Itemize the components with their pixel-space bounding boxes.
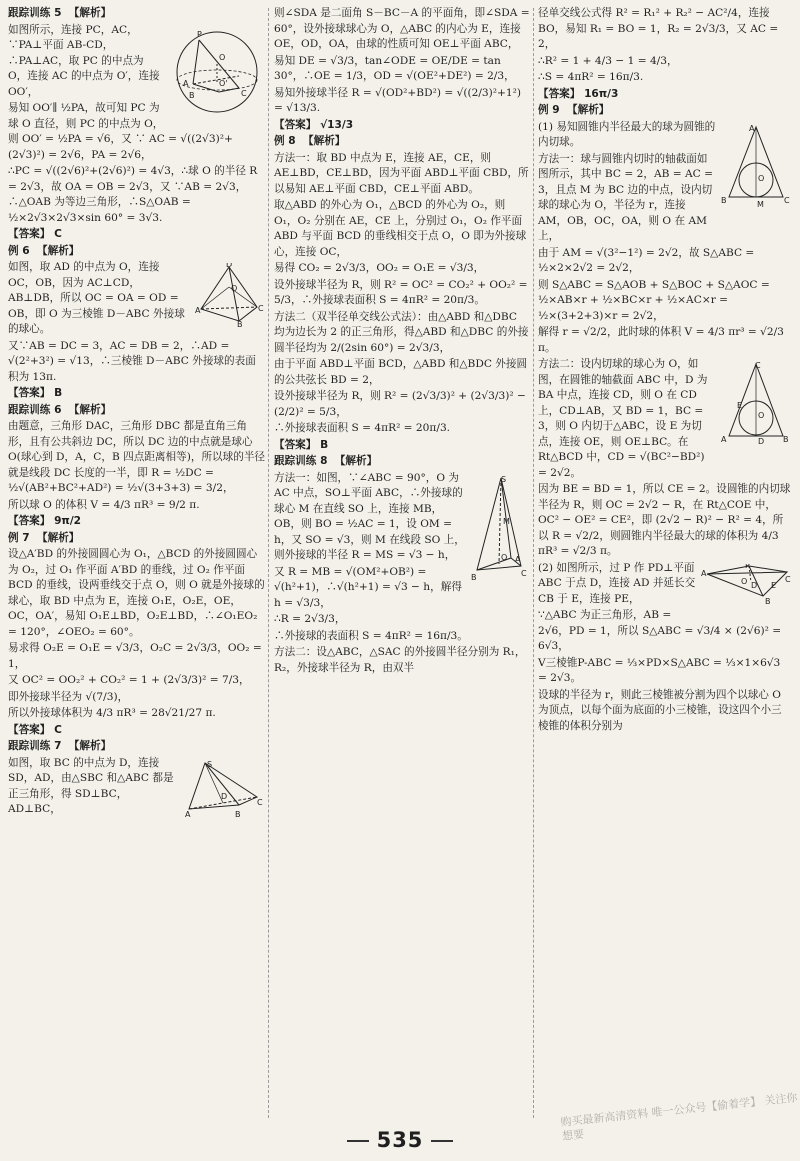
figure-label: B xyxy=(189,90,195,100)
solution-text: 由题意，三角形 DAC，三角形 DBC 都是直角三角形，且有公共斜边 DC，所以 DC 边的中点就是球心 O(球心到 D，A，C，B 四点距离相等)，所以球的半径就是线段 DC 长度的一半，即 R = ½DC = ½√(AB²+BC²+AD²) = ½√(3+3+3) = 3/2， xyxy=(8,420,266,494)
solution-text: ∴R = 2√3/3， xyxy=(274,613,346,625)
figure-label: C xyxy=(521,568,527,578)
solution-text: V三棱锥P-ABC = ⅓×PD×S△ABC = ⅓×1×6√3 = 2√3。 xyxy=(538,656,784,684)
solution-text: 又 R = MB = √(OM²+OB²) = √(h²+1)，∴√(h²+1) = √3 − h，解得 h = √3/3， xyxy=(274,565,466,609)
answer-line: 【答案】 C xyxy=(8,723,62,736)
solution-text: 方法二：设△ABC，△SAC 的外接圆半径分别为 R₁，R₂，外接球半径为 R，由双半 xyxy=(274,646,526,674)
figure-label: B xyxy=(783,435,789,444)
solution-text: 易知 OO′∥ ½PA，故可知 PC 为球 O 直径，则 PC 的中点为 O，则 OO′ = ½PA = √6，又 ∵ AC = √((2√3)²+(2√3)²) = 2√6，PA = 2√6， xyxy=(8,102,233,161)
figure-tetra6 xyxy=(194,262,266,334)
solution-text: 径单交线公式得 R² = R₁² + R₂² − AC²/4，连接 BO，易知 R₁ = BO = 1，R₂ = 2√3/3，又 AC = 2， xyxy=(538,7,782,50)
figure-label: B xyxy=(237,320,243,327)
section-heading: 例 8 【解析】 xyxy=(274,135,346,147)
section-heading: 跟踪训练 7 【解析】 xyxy=(8,740,112,752)
figure-label: E xyxy=(771,580,777,590)
answer-line: 【答案】 √13/3 xyxy=(274,118,354,131)
figure-label: D xyxy=(751,580,758,590)
figure-label: D xyxy=(758,437,765,444)
section-heading: 例 9 【解析】 xyxy=(538,104,610,116)
figure-label: B xyxy=(721,195,727,205)
figure-label: C xyxy=(241,88,247,98)
solution-text: ∴S = 4πR² = 16π/3. xyxy=(538,71,644,83)
solution-text: 即外接球半径为 √(7/3)， xyxy=(8,690,129,703)
solution-text: 如图所示，连接 PC，AC，∵PA⊥平面 AB-CD，∴PA⊥AC，取 PC 的中点为 O，连接 AC 的中点为 O′，连接 OO′， xyxy=(8,23,163,98)
solution-text: 由于 AM = √(3²−1²) = 2√2，故 S△ABC = ½×2×2√2 = 2√2， xyxy=(538,246,758,274)
figure-label: A xyxy=(721,435,727,444)
answer-line: 【答案】 B xyxy=(274,438,329,451)
figure-tri7 xyxy=(184,758,266,826)
figure-train8 xyxy=(470,473,530,591)
solution-text: 易得 CO₂ = 2√3/3，OO₂ = O₁E = √3/3， xyxy=(274,262,485,274)
solution-text: ∴外接球的表面积 S = 4πR² = 16π/3。 xyxy=(274,629,468,642)
figure-label: S xyxy=(207,759,213,769)
solution-text: ∴PC = √((2√6)²+(2√6)²) = 4√3，∴球 O 的半径 R = 2√3，故 OA = OB = 2√3，又 ∵AB = 2√3，∴△OAB 为等边三角形，∴S△OAB = ½×2√3×2√3×sin 60° = 3√3. xyxy=(8,165,261,224)
figure-label: O' xyxy=(219,78,228,88)
column-divider xyxy=(533,8,534,1118)
section-heading: 跟踪训练 5 【解析】 xyxy=(8,7,112,19)
solution-text: 易知 DE = √3/3，tan∠ODE = OE/DE = tan 30°，∴OE = 1/3，OD = √(OE²+DE²) = 2/3， xyxy=(274,54,515,82)
solution-text: 解得 r = √2/2，此时球的体积 V = 4/3 πr³ = √2/3 π。 xyxy=(538,326,788,354)
figure-label: C xyxy=(257,797,263,807)
solution-text: (2) 如图所示，过 P 作 PD⊥平面 ABC 于点 D，连接 AD 并延长交 CB 于 E，连接 PE， xyxy=(538,561,699,605)
answer-line: 【答案】 C xyxy=(8,228,62,240)
solution-text: ∵△ABC 为正三角形，AB = 2√6，PD = 1，所以 S△ABC = √3/4 × (2√6)² = 6√3， xyxy=(538,609,785,652)
figure-label: D xyxy=(226,263,233,269)
figure-sphere xyxy=(168,25,266,123)
figure-label: B xyxy=(235,809,241,819)
figure-label: A xyxy=(195,306,201,315)
figure-label: O xyxy=(231,284,238,293)
section-heading: 跟踪训练 8 【解析】 xyxy=(274,455,378,467)
figure-label: B xyxy=(765,596,771,604)
figure-label: O xyxy=(741,576,748,586)
figure-label: A xyxy=(749,123,755,133)
solution-text: 设外接球半径为 R，则 R² = (2√3/3)² + (2√3/3)² − (2/2)² = 5/3， xyxy=(274,390,530,418)
figure-label: C xyxy=(755,361,761,370)
solution-text: 设△A′BD 的外接圆圆心为 O₁，△BCD 的外接圆圆心为 O₂，过 O₁ 作平面 A′BD 的垂线，过 O₂ 作平面 BCD 的垂线，设两垂线交于点 O，则 O 就是外接球的球心，取 BD 中点为 E，连接 O₁E，O₂E，OE，OC，OA′，易知 O₁E⊥BD，O₂E⊥BD，∴∠O₁EO₂ = 120°，∠OEO₂ = 60°。 xyxy=(8,548,265,638)
figure-label: C xyxy=(784,195,790,205)
answer-line: 【答案】 9π/2 xyxy=(8,515,82,527)
solution-text: 因为 BE = BD = 1，所以 CE = 2。设圆锥的内切球半径为 R，则 OC = 2√2 − R，在 Rt△COE 中，OC² − OE² = CE²，即 (2√2 − R)² − R² = 4，所以 R = √2/2，则圆锥内半径最大的球的体积为 4/3 πR³ = √2/3 π。 xyxy=(538,483,791,557)
figure-label: M xyxy=(757,199,764,207)
figure-label: A xyxy=(185,809,191,819)
figure-label: O xyxy=(758,411,765,420)
figure-label: S xyxy=(501,474,507,484)
figure-label: C xyxy=(258,304,264,313)
section-heading: 跟踪训练 6 【解析】 xyxy=(8,403,112,416)
solution-text: 取△ABD 的外心为 O₁，△BCD 的外心为 O₂，则 O₁，O₂ 分别在 AE，CE 上，分别过 O₁，O₂ 作平面 ABD 与平面 BCD 的垂线相交于点 O，O 即为外接球心，连接 OC， xyxy=(274,199,527,258)
solution-text: 则 S△ABC = S△AOB + S△BOC + S△AOC = ½×AB×r + ½×BC×r + ½×AC×r = ½×(3+2+3)×r = 2√2， xyxy=(538,278,774,322)
answer-line: 【答案】 16π/3 xyxy=(538,87,619,100)
figure-label: C xyxy=(785,574,791,584)
solution-text: 设球的半径为 r，则此三棱锥被分割为四个以球心 O 为顶点，以每个面为底面的小三棱锥，设这四个小三棱锥的体积分别为 xyxy=(538,688,785,732)
solution-text: 方法二：设内切球的球心为 O，如图，在圆锥的轴截面 ABC 中，D 为 BA 中点，连接 CD，则 O 在 CD 上，CD⊥AB，又 BD = 1，BC = 3，则 O 内切于△ABC，设 E 为切点，连接 OE，则 OE⊥BC。在 Rt△BCD 中，CD = √(BC²−BD²) = 2√2。 xyxy=(538,358,711,479)
figure-label: A xyxy=(701,568,707,578)
solution-text: 易知外接球半径 R = √(OD²+BD²) = √((2/3)²+1²) = √13/3. xyxy=(274,86,525,114)
column-right xyxy=(538,6,792,1116)
solution-text: 易求得 O₂E = O₁E = √3/3，O₂C = 2√3/3，OO₂ = 1， xyxy=(8,642,266,670)
figure-label: P xyxy=(197,29,202,39)
figure-cone9 xyxy=(720,122,792,214)
section-heading: 例 7 【解析】 xyxy=(8,531,80,544)
solution-text: 方法一：取 BD 中点为 E，连接 AE，CE，则 AE⊥BD，CE⊥BD，因为平面 ABD⊥平面 CBD，所以易知 AE⊥平面 CBD，CE⊥平面 ABD。 xyxy=(274,151,529,195)
figure-label: O xyxy=(501,552,508,562)
column-divider xyxy=(268,8,269,1118)
solution-text: 如图，取 AD 的中点为 O，连接 OC，OB，因为 AC⊥CD，AB⊥DB，所以 OC = OA = OD = OB，即 O 为三棱锥 D－ABC 外接球的球心。 xyxy=(8,261,185,335)
figure-pyr9 xyxy=(700,563,792,611)
figure-label: A xyxy=(183,78,189,88)
section-heading: 例 6 【解析】 xyxy=(8,244,80,257)
figure-label: O xyxy=(219,52,226,62)
solution-text: 所以外接球体积为 4/3 πR³ = 28√21/27 π. xyxy=(8,707,216,719)
solution-text: 设外接球半径为 R，则 R² = OC² = CO₂² + OO₂² = 5/3，∴外接球表面积 S = 4πR² = 20π/3。 xyxy=(274,278,531,306)
solution-text: 方法一：球与圆锥内切时的轴截面如图所示，其中 BC = 2，AB = AC = 3，且点 M 为 BC 边的中点，设内切球的球心为 O，半径为 r，连接 AM，OB，OC，OA，则 O 在 AM 上， xyxy=(538,152,717,242)
figure-label: P xyxy=(745,563,750,570)
watermark-text: 购买最新高清资料 唯一公众号【偷着学】 关注你想要 xyxy=(560,1091,799,1143)
figure-label: O xyxy=(758,173,765,183)
solution-text: (1) 易知圆锥内半径最大的球为圆锥的内切球。 xyxy=(538,120,716,148)
column-middle xyxy=(274,6,533,1116)
solution-text: 则∠SDA 是二面角 S－BC－A 的平面角，即∠SDA = 60°，设外接球球心为 O，△ABC 的内心为 E，连接 OE，OD，OA，由球的性质可知 OE⊥平面 ABC， xyxy=(274,7,533,50)
figure-label: D xyxy=(221,791,228,801)
page-number: 535 xyxy=(0,1128,800,1152)
figure-label: M xyxy=(503,516,510,526)
solution-text: 方法二（双半径单交线公式法）：由△ABD 和△DBC 均为边长为 2 的正三角形，得△ABD 和△DBC 的外接圆半径均为 2/(2sin 60°) = 2√3/3， xyxy=(274,310,529,354)
solution-text: 由于平面 ABD⊥平面 BCD，△ABD 和△BDC 外接圆的公共弦长 BD = 2， xyxy=(274,358,528,386)
solution-text: ∴R² = 1 + 4/3 − 1 = 4/3， xyxy=(538,54,678,67)
solution-text: 所以球 O 的体积 V = 4/3 πR³ = 9/2 π. xyxy=(8,498,200,511)
figure-label: A xyxy=(515,554,521,564)
figure-label: E xyxy=(737,401,743,410)
solution-text: ∴外接球表面积 S = 4πR² = 20π/3. xyxy=(274,422,451,434)
solution-text: 又 OC² = OO₂² + CO₂² = 1 + (2√3/3)² = 7/3， xyxy=(8,674,250,686)
solution-text: 又∵AB = DC = 3，AC = DB = 2，∴AD = √(2²+3²) = √13，∴三棱锥 D－ABC 外接球的表面积为 13π. xyxy=(8,339,256,383)
solution-text: 如图，取 BC 的中点为 D，连接 SD，AD，由△SBC 和△ABC 都是正三角形，得 SD⊥BC，AD⊥BC， xyxy=(8,756,174,815)
column-left xyxy=(8,6,266,1116)
figure-label: B xyxy=(471,572,477,582)
solution-text: 方法一：如图，∵∠ABC = 90°，O 为 AC 中点，SO⊥平面 ABC，∴外接球的球心 M 在直线 SO 上，连接 MB，OB，则 BO = ½AC = 1，设 OM = h，又 SO = √3，则 M 在线段 SO 上，则外接球的半径 R = MS = √3 − h， xyxy=(274,471,465,561)
figure-cone9b xyxy=(720,359,792,451)
answer-line: 【答案】 B xyxy=(8,387,63,399)
